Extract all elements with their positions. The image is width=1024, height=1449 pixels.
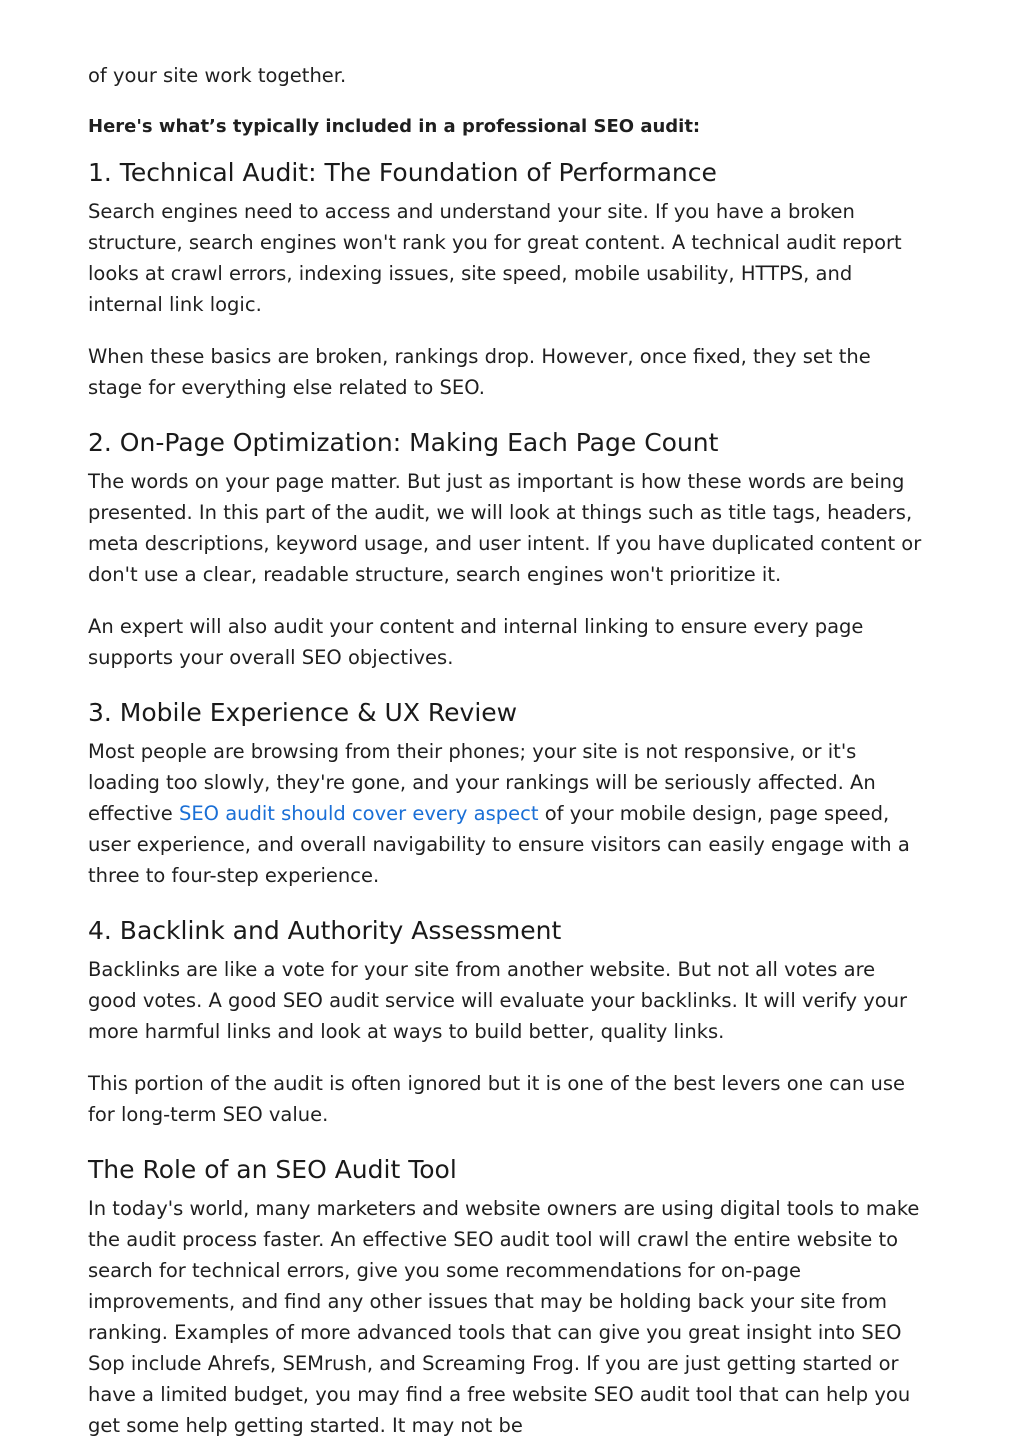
section-backlink-assessment: [88, 912, 924, 1130]
section-paragraph: In today's world, many marketers and website owners are using digital tools to make the audit process faster. An effective SEO audit tool will crawl the entire website to search for technical errors, give you some recommendations for on-page improvements, and find any other issues that may be holding back your site from ranking. Examples of more advanced tools that can give you great insight into SEO Sop include Ahrefs, SEMrush, and Screaming Frog. If you are just getting started or have a limited budget, you may find a free website SEO audit tool that can help you get some help getting started. It may not be: [88, 1197, 920, 1437]
section-paragraph: An expert will also audit your content and internal linking to ensure every page supports your overall SEO objectives.: [88, 615, 864, 669]
section-paragraph: [88, 736, 924, 891]
lead-paragraph: of your site work together.: [88, 64, 347, 87]
paragraph-text-after-link: of your mobile design, page speed, user experience, and overall navigability to ensure visitors can easily engage with a three to four-step experience.: [88, 802, 910, 887]
seo-audit-link[interactable]: SEO audit should cover every aspect: [178, 802, 539, 825]
section-paragraph: This portion of the audit is often ignored but it is one of the best levers one can use for long-term SEO value.: [88, 1072, 905, 1126]
section-paragraph: The words on your page matter. But just as important is how these words are being presented. In this part of the audit, we will look at things such as title tags, headers, meta descriptions, keyword usage, and user intent. If you have duplicated content or don't use a clear, readable structure, search engines won't prioritize it.: [88, 470, 922, 586]
paragraph-text-before-link: Most people are browsing from their phones; your site is not responsive, or it's loading too slowly, they're gone, and your rankings will be seriously affected. An effective: [88, 740, 876, 825]
section-heading: 3. Mobile Experience & UX Review: [88, 698, 518, 727]
section-on-page-optimization: [88, 424, 924, 673]
section-heading: 1. Technical Audit: The Foundation of Performance: [88, 158, 717, 187]
section-heading: The Role of an SEO Audit Tool: [88, 1155, 457, 1184]
section-paragraph: Search engines need to access and understand your site. If you have a broken structure, search engines won't rank you for great content. A technical audit report looks at crawl errors, indexing issues, site speed, mobile usability, HTTPS, and internal link logic.: [88, 200, 902, 316]
section-technical-audit: [88, 154, 924, 403]
section-heading: 4. Backlink and Authority Assessment: [88, 916, 562, 945]
section-heading: 2. On-Page Optimization: Making Each Page Count: [88, 428, 719, 457]
section-mobile-experience: [88, 694, 924, 891]
intro-heading: Here's what’s typically included in a professional SEO audit:: [88, 116, 701, 137]
section-paragraph: Backlinks are like a vote for your site from another website. But not all votes are good votes. A good SEO audit service will evaluate your backlinks. It will verify your more harmful links and look at ways to build better, quality links.: [88, 958, 908, 1043]
section-paragraph: When these basics are broken, rankings drop. However, once fixed, they set the stage for everything else related to SEO.: [88, 345, 871, 399]
section-seo-audit-tool: [88, 1151, 924, 1441]
